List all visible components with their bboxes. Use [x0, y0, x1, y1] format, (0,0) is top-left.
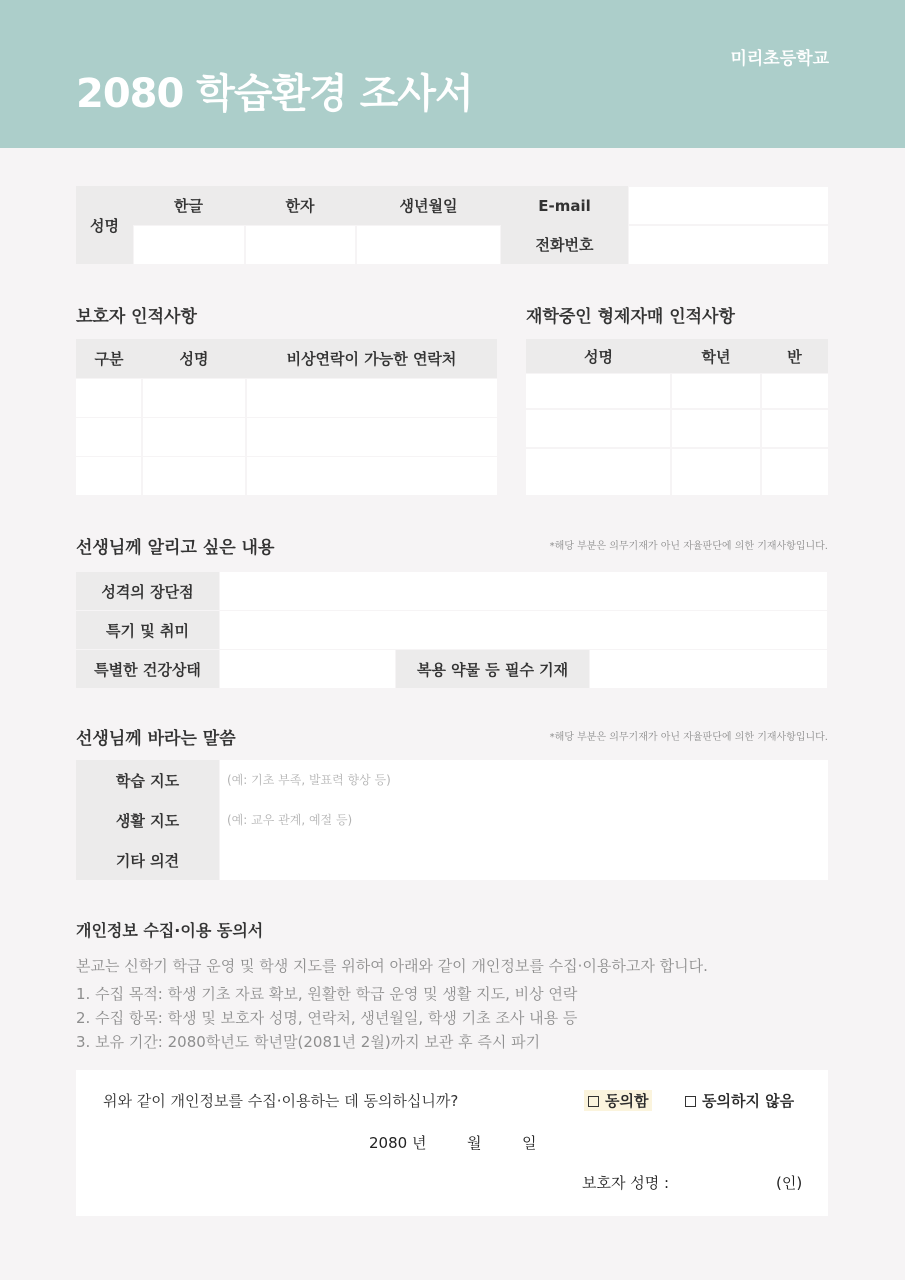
personality-field[interactable]: [220, 572, 827, 610]
sibling-row-1-class[interactable]: [762, 374, 828, 408]
guardian-row-1-contact[interactable]: [247, 379, 497, 417]
sibling-row-1-name[interactable]: [526, 374, 670, 408]
phone-label: 전화번호: [501, 225, 628, 264]
date-month: 월: [467, 1134, 482, 1152]
sibling-row-2-class[interactable]: [762, 410, 828, 447]
disagree-option[interactable]: [685, 1090, 794, 1111]
sibling-row-1-grade[interactable]: [672, 374, 760, 408]
guardian-row-3-contact[interactable]: [247, 457, 497, 495]
tell-section-title: 선생님께 알리고 싶은 내용: [76, 538, 275, 558]
guardian-row-2-contact[interactable]: [247, 418, 497, 456]
privacy-item-1: 1. 수집 목적: 학생 기초 자료 확보, 원활한 학급 운영 및 생활 지도, 비상 연락: [76, 985, 578, 1003]
hangul-name-field[interactable]: [134, 226, 244, 264]
other-opinion-label: 기타 의견: [115, 851, 180, 870]
phone-field[interactable]: [629, 226, 828, 264]
sibling-row-3-name[interactable]: [526, 449, 670, 495]
guardian-sign-label: 보호자 성명 :: [582, 1174, 670, 1192]
page-header: [0, 0, 905, 148]
guardian-row-1-type[interactable]: [76, 379, 141, 417]
col-birthdate: 생년월일: [356, 186, 501, 225]
siblings-col-name: 성명: [526, 339, 671, 373]
guardian-row-1-name[interactable]: [143, 379, 245, 417]
guardian-row-3-name[interactable]: [143, 457, 245, 495]
siblings-col-class: 반: [761, 339, 828, 373]
agree-option[interactable]: [584, 1090, 652, 1111]
siblings-col-grade: 학년: [671, 339, 761, 373]
guardian-row-2-name[interactable]: [143, 418, 245, 456]
date-day: 일: [522, 1134, 537, 1152]
study-guidance-label: 학습 지도: [115, 771, 180, 790]
life-guidance-hint: (예: 교우 관계, 예절 등): [227, 813, 353, 827]
medication-field[interactable]: [590, 650, 827, 688]
medication-label: 복용 약물 등 필수 기재: [396, 650, 589, 688]
life-guidance-label: 생활 지도: [115, 811, 180, 830]
agree-label: 동의함: [605, 1092, 649, 1110]
school-name: 미리초등학교: [730, 49, 829, 69]
siblings-section-title: 재학중인 형제자매 인적사항: [526, 307, 735, 327]
birthdate-field[interactable]: [357, 226, 500, 264]
guardian-row-3-type[interactable]: [76, 457, 141, 495]
seal-mark: (인): [776, 1174, 803, 1192]
consent-box: [76, 1070, 828, 1216]
guardian-row-2-type[interactable]: [76, 418, 141, 456]
disagree-label: 동의하지 않음: [702, 1092, 795, 1110]
hobby-label: 특기 및 취미: [76, 611, 219, 649]
privacy-item-3: 3. 보유 기간: 2080학년도 학년말(2081년 2월)까지 보관 후 즉시 파기: [76, 1033, 541, 1051]
sibling-row-3-class[interactable]: [762, 449, 828, 495]
guardian-col-type: 구분: [76, 339, 142, 378]
health-label: 특별한 건강상태: [76, 650, 219, 688]
wish-note: *해당 부분은 의무기재가 아닌 자율판단에 의한 기재사항입니다.: [549, 732, 828, 743]
date-year: 2080 년: [369, 1134, 427, 1152]
privacy-intro: 본교는 신학기 학급 운영 및 학생 지도를 위하여 아래와 같이 개인정보를 수집·이용하고자 합니다.: [76, 957, 708, 975]
tell-note: *해당 부분은 의무기재가 아닌 자율판단에 의한 기재사항입니다.: [549, 541, 828, 552]
col-hangul: 한글: [133, 186, 244, 225]
agree-checkbox[interactable]: [588, 1096, 599, 1107]
guardian-col-name: 성명: [142, 339, 246, 378]
sibling-row-2-grade[interactable]: [672, 410, 760, 447]
wish-section-title: 선생님께 바라는 말씀: [76, 729, 236, 749]
page-title: 2080 학습환경 조사서: [76, 71, 473, 117]
disagree-checkbox[interactable]: [685, 1096, 696, 1107]
hanja-name-field[interactable]: [246, 226, 355, 264]
hobby-field[interactable]: [220, 611, 827, 649]
email-label: E-mail: [501, 186, 628, 225]
personality-label: 성격의 장단점: [76, 572, 219, 610]
health-field[interactable]: [220, 650, 395, 688]
privacy-item-2: 2. 수집 항목: 학생 및 보호자 성명, 연락처, 생년월일, 학생 기초 조사 내용 등: [76, 1009, 578, 1027]
guardian-section-title: 보호자 인적사항: [76, 307, 197, 327]
email-field[interactable]: [629, 187, 828, 224]
name-label: 성명: [76, 186, 133, 264]
study-guidance-hint: (예: 기초 부족, 발표력 향상 등): [227, 773, 391, 787]
col-hanja: 한자: [244, 186, 356, 225]
consent-question: 위와 같이 개인정보를 수집·이용하는 데 동의하십니까?: [103, 1092, 459, 1110]
sibling-row-3-grade[interactable]: [672, 449, 760, 495]
sibling-row-2-name[interactable]: [526, 410, 670, 447]
guardian-col-contact: 비상연락이 가능한 연락처: [246, 339, 497, 378]
privacy-section-title: 개인정보 수집·이용 동의서: [76, 921, 264, 940]
